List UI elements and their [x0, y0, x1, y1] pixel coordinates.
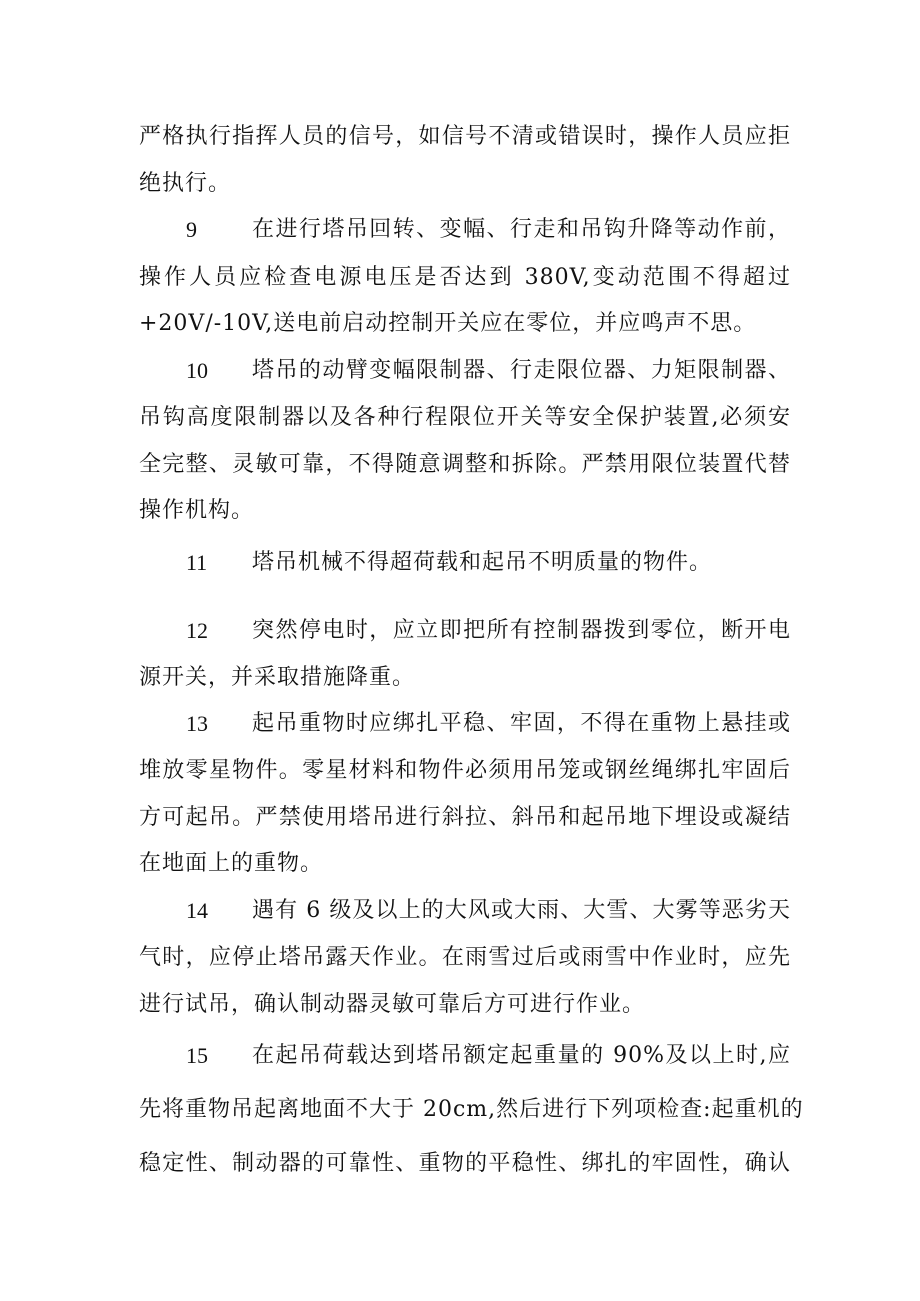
- item-11-lead: 塔吊机械不得超荷载和起吊不明质量的物件。: [252, 550, 713, 575]
- item-9-line-1: 操作人员应检查电源电压是否达到 380V,变动范围不得超过: [139, 265, 791, 290]
- intro-line-2: 绝执行。: [139, 171, 232, 196]
- item-12-lead: 突然停电时，应立即把所有控制器拨到零位，断开电: [252, 618, 791, 643]
- item-9-line-2: +20V/-10V,送电前启动控制开关应在零位，并应鸣声不思。: [139, 311, 757, 336]
- item-13-line-2: 方可起吊。严禁使用塔吊进行斜拉、斜吊和起吊地下埋设或凝结: [139, 805, 791, 830]
- item-13-line-1: 堆放零星物件。零星材料和物件必须用吊笼或钢丝绳绑扎牢固后: [139, 758, 791, 783]
- item-15-line-2: 稳定性、制动器的可靠性、重物的平稳性、绑扎的牢固性，确认: [139, 1151, 791, 1176]
- item-number-11: 11: [186, 550, 208, 575]
- item-10-line-3: 操作机构。: [139, 498, 255, 523]
- item-15-lead: 在起吊荷载达到塔吊额定起重量的 90%及以上时,应: [252, 1043, 791, 1068]
- item-13-lead: 起吊重物时应绑扎平稳、牢固，不得在重物上悬挂或: [252, 711, 791, 736]
- item-10-line-2: 全完整、灵敏可靠，不得随意调整和拆除。严禁用限位装置代替: [139, 452, 791, 477]
- item-number-12: 12: [186, 618, 208, 643]
- item-number-9: 9: [186, 217, 197, 242]
- item-number-13: 13: [186, 711, 208, 736]
- item-10-line-1: 吊钩高度限制器以及各种行程限位开关等安全保护装置,必须安: [139, 405, 791, 430]
- item-14-line-1: 气时，应停止塔吊露天作业。在雨雪过后或雨雪中作业时，应先: [139, 945, 791, 970]
- item-10-lead: 塔吊的动臂变幅限制器、行走限位器、力矩限制器、: [252, 358, 791, 383]
- item-number-14: 14: [186, 898, 208, 923]
- item-15-line-1: 先将重物吊起离地面不大于 20cm,然后进行下列项检查:起重机的: [139, 1097, 804, 1122]
- item-14-line-2: 进行试吊，确认制动器灵敏可靠后方可进行作业。: [139, 992, 646, 1017]
- item-number-15: 15: [186, 1043, 208, 1068]
- item-12-line-1: 源开关，并采取措施降重。: [139, 665, 416, 690]
- item-13-line-3: 在地面上的重物。: [139, 851, 324, 876]
- item-14-lead: 遇有 6 级及以上的大风或大雨、大雪、大雾等恶劣天: [252, 898, 791, 923]
- item-9-lead: 在进行塔吊回转、变幅、行走和吊钩升降等动作前，: [252, 217, 791, 242]
- intro-line-1: 严格执行指挥人员的信号，如信号不清或错误时，操作人员应拒: [139, 124, 791, 149]
- item-number-10: 10: [186, 358, 208, 383]
